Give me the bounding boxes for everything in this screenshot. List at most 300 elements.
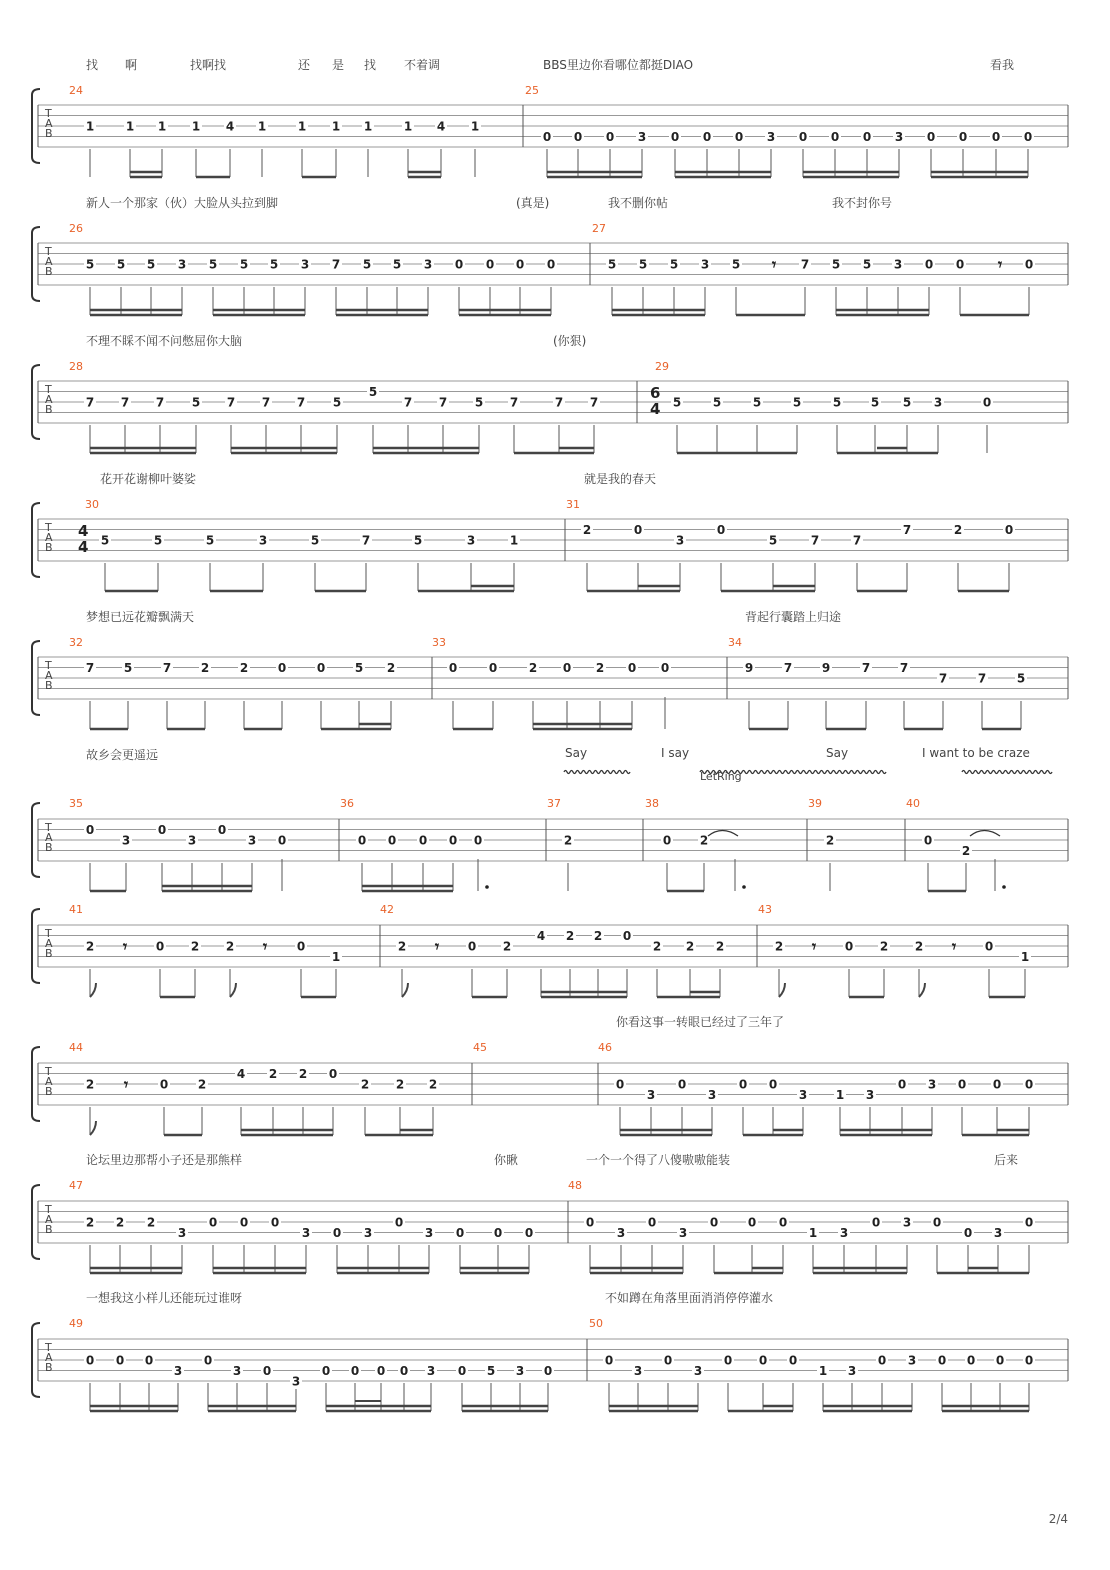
tab-system [32,1047,1068,1135]
let-ring-wave [962,771,1052,774]
lyric: 新人一个那家（伙）大脸从头拉到脚 [86,196,279,210]
fret-number: 9 [821,661,831,675]
measure-number: 40 [906,797,920,810]
tab-clef-letter: B [45,403,53,416]
fret-number: 0 [788,1353,798,1368]
augmentation-dot [485,885,489,889]
fret-number: 0 [262,1364,272,1378]
tab-system [32,641,1068,729]
fret-number: 0 [239,1215,249,1230]
fret-number: 7 [162,661,172,675]
fret-number: 3 [678,1226,688,1240]
fret-number: 0 [217,823,227,837]
lyric: 找 [364,58,377,72]
fret-number: 3 [173,1364,183,1378]
fret-number: 0 [633,523,643,537]
measure-number: 43 [758,903,772,916]
measure-number: 25 [525,84,539,97]
note-flag [230,983,236,997]
fret-number: 5 [116,257,126,272]
fret-number: 0 [702,130,712,144]
fret-number: 7 [226,395,236,410]
lyric: 啊 [125,58,138,72]
fret-number: 1 [835,1088,845,1102]
fret-number: 0 [982,395,992,410]
fret-number: 0 [515,257,525,272]
tab-clef-letter: A [45,1213,53,1226]
fret-number: 0 [734,130,744,144]
fret-number: 1 [509,533,519,548]
fret-number: 0 [830,130,840,144]
eighth-rest: 𝄾 [811,937,817,956]
fret-number: 7 [977,671,987,686]
fret-number: 0 [663,1353,673,1368]
let-ring-label: LetRing [700,770,742,783]
fret-number: 0 [159,1077,169,1092]
measure-number: 35 [69,797,83,810]
eighth-rest: 𝄾 [997,255,1003,274]
fret-number: 0 [155,939,165,954]
measure-number: 49 [69,1317,83,1330]
fret-number: 5 [146,257,156,272]
measure-number: 50 [589,1317,603,1330]
fret-number: 2 [190,939,200,954]
fret-number: 5 [862,257,872,272]
fret-number: 0 [144,1353,154,1368]
fret-number: 1 [1020,950,1030,964]
tab-system [32,1185,1068,1273]
fret-number: 2 [879,939,889,954]
fret-number: 1 [470,119,480,134]
fret-number: 0 [709,1215,719,1230]
fret-number: 7 [902,523,912,537]
fret-number: 0 [738,1077,748,1092]
tab-clef-letter: B [45,1361,53,1374]
fret-number: 5 [831,257,841,272]
measure-number: 44 [69,1041,83,1054]
fret-number: 0 [923,833,933,848]
fret-number: 0 [992,1077,1002,1092]
fret-number: 3 [291,1374,301,1389]
lyric: 找啊找 [190,58,227,72]
fret-number: 3 [300,257,310,272]
fret-number: 5 [413,533,423,548]
fret-number: 0 [957,1077,967,1092]
tab-clef-letter: T [45,1341,52,1354]
lyric: I say [661,746,690,760]
fret-number: 3 [927,1077,937,1092]
fret-number: 0 [85,823,95,837]
fret-number: 2 [146,1215,156,1230]
fret-number: 5 [85,257,95,272]
fret-number: 0 [493,1226,503,1240]
fret-number: 5 [474,395,484,410]
fret-number: 0 [270,1215,280,1230]
fret-number: 0 [647,1215,657,1230]
tab-clef-letter: A [45,1351,53,1364]
lyric: 论坛里边那帮小子还是那熊样 [86,1153,243,1167]
fret-number: 3 [907,1353,917,1368]
fret-number: 0 [562,661,572,675]
fret-number: 0 [955,257,965,272]
fret-number: 5 [208,257,218,272]
fret-number: 0 [296,939,306,954]
fret-number: 1 [157,119,167,134]
fret-number: 7 [899,661,909,675]
lyric: 我不封你号 [832,196,893,210]
fret-number: 3 [893,257,903,272]
fret-number: 1 [331,119,341,134]
lyric: 故乡会更遥远 [86,748,159,762]
lyric: 就是我的春天 [584,472,657,486]
lyric: 是 [332,58,345,72]
fret-number: 3 [426,1364,436,1378]
fret-number: 2 [699,833,709,848]
fret-number: 2 [582,523,592,537]
fret-number: 0 [455,1226,465,1240]
fret-number: 0 [488,661,498,675]
fret-number: 2 [268,1067,278,1081]
fret-number: 0 [660,661,670,675]
fret-number: 0 [924,257,934,272]
fret-number: 7 [938,671,948,686]
measure-number: 48 [568,1179,582,1192]
lyric: 还 [298,58,311,72]
fret-number: 2 [360,1077,370,1092]
fret-number: 0 [844,939,854,954]
fret-number: 0 [208,1215,218,1230]
fret-number: 7 [403,395,413,410]
fret-number: 5 [392,257,402,272]
fret-number: 0 [622,929,632,943]
time-signature-top: 4 [78,522,89,540]
fret-number: 3 [301,1226,311,1240]
fret-number: 7 [861,661,871,675]
tab-clef-letter: T [45,383,52,396]
fret-number: 1 [297,119,307,134]
lyric: 梦想已远花瓣飘满天 [86,610,195,624]
fret-number: 0 [448,833,458,848]
fret-number: 0 [1024,257,1034,272]
fret-number: 7 [852,533,862,548]
fret-number: 0 [585,1215,595,1230]
measure-number: 28 [69,360,83,373]
fret-number: 0 [457,1364,467,1378]
fret-number: 0 [1024,1077,1034,1092]
fret-number: 2 [825,833,835,848]
fret-number: 0 [1023,130,1033,144]
fret-number: 1 [808,1226,818,1240]
fret-number: 2 [528,661,538,675]
fret-number: 2 [428,1077,438,1092]
tab-system [32,227,1068,315]
fret-number: 2 [85,1077,95,1092]
fret-number: 2 [563,833,573,848]
eighth-rest: 𝄾 [123,1075,129,1094]
fret-number: 5 [486,1364,496,1378]
measure-number: 33 [432,636,446,649]
lyric: 你瞅 [494,1153,519,1167]
fret-number: 3 [798,1088,808,1102]
tab-system [32,365,1068,453]
fret-number: 0 [1004,523,1014,537]
fret-number: 5 [100,533,110,548]
fret-number: 5 [239,257,249,272]
fret-number: 3 [993,1226,1003,1240]
fret-number: 0 [991,130,1001,144]
fret-number: 2 [225,939,235,954]
fret-number: 5 [310,533,320,548]
fret-number: 4 [236,1067,246,1081]
fret-number: 5 [123,661,133,675]
fret-number: 3 [466,533,476,548]
fret-number: 0 [321,1364,331,1378]
fret-number: 1 [403,119,413,134]
fret-number: 3 [423,257,433,272]
fret-number: 3 [902,1215,912,1230]
fret-number: 0 [543,1364,553,1378]
fret-number: 3 [847,1364,857,1378]
tab-clef-letter: T [45,821,52,834]
measure-number: 29 [655,360,669,373]
augmentation-dot [1002,885,1006,889]
fret-number: 5 [205,533,215,548]
tab-clef-letter: A [45,937,53,950]
eighth-rest: 𝄾 [262,937,268,956]
fret-number: 7 [331,257,341,272]
fret-number: 0 [778,1215,788,1230]
lyric: 后来 [994,1153,1019,1167]
fret-number: 5 [752,395,762,410]
tab-system [32,503,1068,591]
fret-number: 5 [368,385,378,399]
fret-number: 0 [473,833,483,848]
fret-number: 2 [961,844,971,858]
fret-number: 7 [361,533,371,548]
fret-number: 2 [239,661,249,675]
let-ring-wave [564,771,630,774]
lyric: 不理不睬不闻不问憋屈你大脑 [86,334,243,348]
fret-number: 7 [120,395,130,410]
fret-number: 3 [700,257,710,272]
eighth-rest: 𝄾 [951,937,957,956]
tab-clef-letter: B [45,1085,53,1098]
tie [970,831,1000,837]
lyric: Say [565,746,588,760]
fret-number: 2 [397,939,407,954]
lyric: 不着调 [404,58,441,72]
fret-number: 3 [424,1226,434,1240]
fret-number: 2 [595,661,605,675]
fret-number: 0 [1024,1215,1034,1230]
tie [708,831,738,837]
lyric: 看我 [990,58,1015,72]
fret-number: 0 [277,661,287,675]
fret-number: 1 [818,1364,828,1378]
measure-number: 46 [598,1041,612,1054]
fret-number: 4 [536,929,546,943]
lyric: BBS里边你看哪位都挺DIAO [543,58,694,72]
fret-number: 1 [331,950,341,964]
fret-number: 2 [593,929,603,943]
fret-number: 4 [225,119,235,134]
fret-number: 3 [707,1088,717,1102]
fret-number: 1 [125,119,135,134]
fret-number: 3 [894,130,904,144]
fret-number: 0 [316,661,326,675]
fret-number: 0 [328,1067,338,1081]
measure-number: 47 [69,1179,83,1192]
fret-number: 9 [744,661,754,675]
lyric: Say [826,746,849,760]
fret-number: 5 [712,395,722,410]
tab-clef-letter: B [45,127,53,140]
page-number: 2/4 [1048,1512,1068,1526]
fret-number: 7 [85,661,95,675]
eighth-rest: 𝄾 [434,937,440,956]
eighth-rest: 𝄾 [122,937,128,956]
measure-number: 31 [566,498,580,511]
fret-number: 0 [387,833,397,848]
fret-number: 0 [670,130,680,144]
note-flag [919,983,925,997]
lyric: (你狠) [553,334,587,348]
fret-number: 3 [177,1226,187,1240]
fret-number: 2 [502,939,512,954]
fret-number: 0 [877,1353,887,1368]
measure-number: 27 [592,222,606,235]
measure-number: 36 [340,797,354,810]
measure-number: 39 [808,797,822,810]
lyric: I want to be craze [922,746,1030,760]
fret-number: 5 [870,395,880,410]
measure-number: 32 [69,636,83,649]
fret-number: 0 [768,1077,778,1092]
fret-number: 0 [758,1353,768,1368]
fret-number: 0 [995,1353,1005,1368]
fret-number: 3 [121,833,131,848]
fret-number: 5 [832,395,842,410]
fret-number: 7 [589,395,599,410]
tab-system [32,1323,1068,1411]
tab-clef-letter: A [45,255,53,268]
fret-number: 2 [85,1215,95,1230]
fret-number: 5 [1016,671,1026,686]
fret-number: 3 [693,1364,703,1378]
fret-number: 3 [515,1364,525,1378]
fret-number: 0 [350,1364,360,1378]
tab-clef-letter: B [45,947,53,960]
note-flag [90,1121,96,1135]
fret-number: 7 [155,395,165,410]
tab-system [32,771,1068,892]
fret-number: 0 [399,1364,409,1378]
fret-number: 3 [766,130,776,144]
fret-number: 2 [774,939,784,954]
fret-number: 2 [200,661,210,675]
fret-number: 5 [607,257,617,272]
lyric: 一个一个得了八傻嗷嗷能装 [586,1153,731,1167]
fret-number: 5 [669,257,679,272]
fret-number: 2 [395,1077,405,1092]
measure-number: 38 [645,797,659,810]
fret-number: 0 [332,1226,342,1240]
fret-number: 5 [638,257,648,272]
fret-number: 2 [685,939,695,954]
time-signature-top: 6 [650,384,661,402]
fret-number: 0 [932,1215,942,1230]
fret-number: 5 [269,257,279,272]
tab-system [32,909,1068,997]
fret-number: 3 [633,1364,643,1378]
fret-number: 0 [604,1353,614,1368]
fret-number: 0 [662,833,672,848]
fret-number: 5 [354,661,364,675]
lyric: 花开花谢柳叶婆娑 [100,472,197,486]
fret-number: 2 [386,661,396,675]
fret-number: 0 [897,1077,907,1092]
note-flag [90,983,96,997]
fret-number: 0 [573,130,583,144]
fret-number: 7 [810,533,820,548]
fret-number: 0 [615,1077,625,1092]
fret-number: 0 [203,1353,213,1368]
fret-number: 2 [565,929,575,943]
fret-number: 0 [448,661,458,675]
fret-number: 3 [646,1088,656,1102]
tab-clef-letter: T [45,927,52,940]
fret-number: 2 [715,939,725,954]
augmentation-dot [742,885,746,889]
tab-clef-letter: T [45,521,52,534]
fret-number: 5 [672,395,682,410]
tab-system [32,89,1068,177]
eighth-rest: 𝄾 [771,255,777,274]
measure-number: 30 [85,498,99,511]
fret-number: 7 [85,395,95,410]
fret-number: 0 [798,130,808,144]
tab-clef-letter: B [45,841,53,854]
measure-number: 37 [547,797,561,810]
fret-number: 7 [509,395,519,410]
fret-number: 3 [865,1088,875,1102]
tab-clef-letter: T [45,107,52,120]
measure-number: 41 [69,903,83,916]
fret-number: 0 [394,1215,404,1230]
fret-number: 0 [926,130,936,144]
fret-number: 7 [261,395,271,410]
fret-number: 2 [914,939,924,954]
fret-number: 2 [197,1077,207,1092]
lyric: 不如蹲在角落里面消消停停灌水 [605,1291,774,1305]
tab-clef-letter: B [45,265,53,278]
tab-clef-letter: A [45,1075,53,1088]
fret-number: 0 [115,1353,125,1368]
note-flag [779,983,785,997]
tab-clef-letter: T [45,659,52,672]
fret-number: 0 [723,1353,733,1368]
fret-number: 2 [85,939,95,954]
fret-number: 7 [800,257,810,272]
fret-number: 5 [731,257,741,272]
fret-number: 5 [362,257,372,272]
fret-number: 0 [277,833,287,848]
tab-clef-letter: B [45,1223,53,1236]
measure-number: 45 [473,1041,487,1054]
fret-number: 0 [716,523,726,537]
note-flag [402,983,408,997]
fret-number: 5 [332,395,342,410]
